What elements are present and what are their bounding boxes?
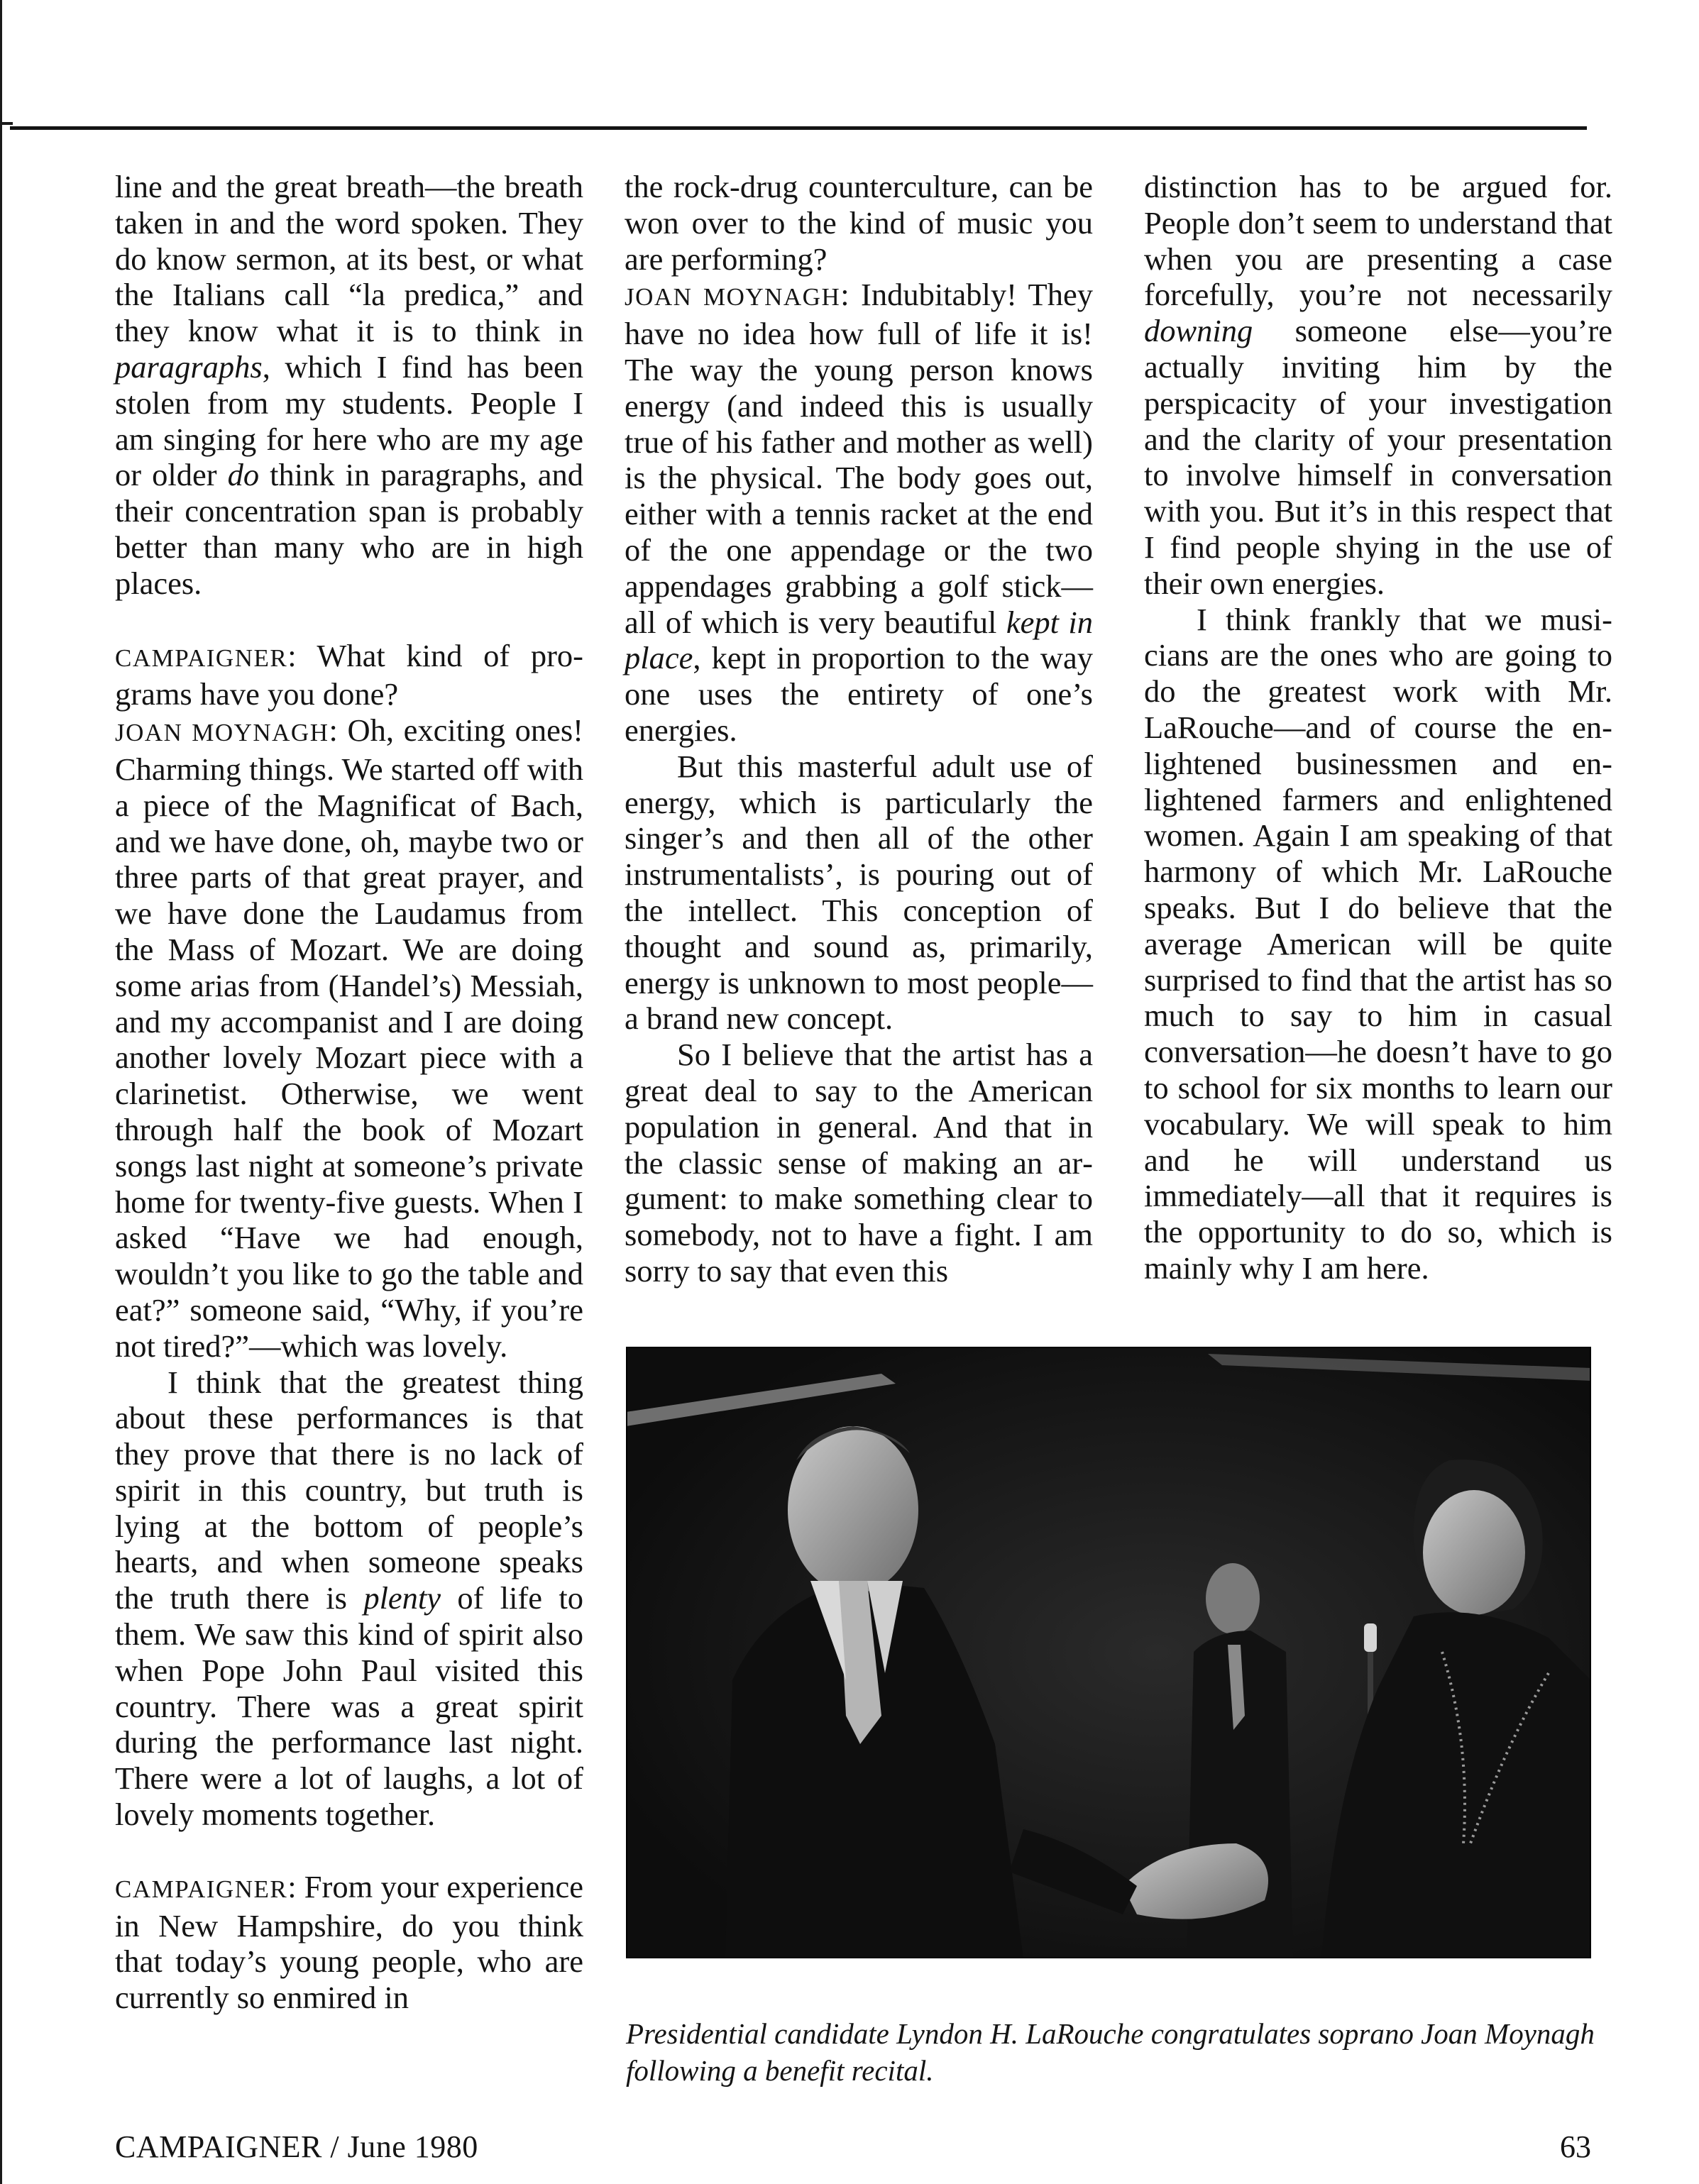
page-edge-line xyxy=(0,0,2,2184)
body-text: someone else—you’re actually inviting him by the perspicacity of your investigation and the clarity of your presentation to involve himself in conversation with you. But it’s in this respect that I find people shying in the use of their own energies. xyxy=(1144,313,1612,601)
body-text: But this masterful adult use of energy, which is particularly the singer’s and then all of the other instrumentalists’, is pouring out of the intellect. This conception of thought and sound as, primarily, energy is unknown to most people—a brand new concept. xyxy=(625,748,1093,1037)
speaker-label: JOAN MOYNAGH xyxy=(115,719,329,747)
body-text: I think that the greatest thing about these performances is that they prove that there is no lack of spirit in this country, but truth is lying at the bottom of people’s hearts, and when someone speaks the truth there is xyxy=(115,1364,583,1616)
paragraph xyxy=(1144,169,1612,602)
body-text: : Oh, exciting ones! Charming things. We started off with a piece of the Magnificat of Bach, and we have done, oh, maybe two or three parts of that great prayer, and we have done the Laudamus from the Mass of Mozart. We are doing some arias from (Handel’s) Messiah, and my accompanist and I are doing another lovely Mozart piece with a clarinetist. Otherwise, we went through half the book of Mozart songs last night at someone’s private home for twenty-five guests. When I asked “Have we had enough, wouldn’t you like to go the table and eat?” someone said, “Why, if you’re not tired?”—which was lovely. xyxy=(115,712,583,1364)
body-text: the rock-drug counterculture, can be won over to the kind of music you are performing? xyxy=(625,169,1093,277)
footer-publication: CAMPAIGNER / June 1980 xyxy=(115,2129,478,2164)
emphasis-text: kept in place xyxy=(625,604,1093,676)
emphasis-text: plenty xyxy=(363,1580,441,1616)
speaker-label: CAMPAIGNER xyxy=(115,644,288,672)
paragraph xyxy=(625,1037,1093,1289)
speaker-label: CAMPAIGNER xyxy=(115,1875,288,1903)
paragraph xyxy=(625,169,1093,277)
photo-caption: Presidential candidate Lyndon H. LaRouche congratulates soprano Joan Moynagh following a benefit recital. xyxy=(626,2017,1595,2087)
article-column-1 xyxy=(115,169,583,2016)
body-text: line and the great breath—the breath taken in and the word spoken. They do know sermon, at its best, or what the Italians call “la predica,” and they know what it is to think in xyxy=(115,169,583,349)
body-text: So I believe that the artist has a great deal to say to the American population in general. And that in the classic sense of making an argument: to make something clear to somebody, not to have a fight. I am sorry to say that even this xyxy=(625,1037,1093,1289)
speaker-label: JOAN MOYNAGH xyxy=(625,283,841,311)
body-text: , which I find has been stolen from my students. People I am singing for here who are my age or older xyxy=(115,348,583,493)
paragraph xyxy=(115,169,583,602)
body-text: , kept in proportion to the way one uses the entirety of one’s energies. xyxy=(625,640,1093,748)
page-number: 63 xyxy=(1560,2129,1591,2164)
paragraph xyxy=(625,749,1093,1037)
paragraph xyxy=(115,638,583,713)
paragraph xyxy=(115,712,583,1364)
body-text: distinction has to be argued for. People don’t seem to understand that when you are presenting a case forcefully, you’re not necessarily xyxy=(1144,169,1612,313)
page-edge-tick xyxy=(0,122,13,125)
paragraph xyxy=(625,277,1093,748)
article-column-3 xyxy=(1144,169,1612,1286)
paragraph xyxy=(115,1364,583,1833)
paragraph xyxy=(115,1869,583,2016)
body-text: of life to them. We saw this kind of spirit also when Pope John Paul visited this country. There was a great spirit during the performance last night. There were a lot of laughs, a lot of lovely moments together. xyxy=(115,1580,583,1833)
paragraph xyxy=(1144,602,1612,1286)
body-text: think in paragraphs, and their concentration span is probably better than many who are in high places. xyxy=(115,457,583,601)
body-text: : From your experience in New Hampshire, do you think that today’s young people, who are currently so enmired in xyxy=(115,1868,583,2016)
emphasis-text: downing xyxy=(1144,313,1253,349)
body-text: : What kind of programs have you done? xyxy=(115,637,583,712)
body-text: I think frankly that we musicians are the ones who are going to do the greatest work with Mr. LaRouche—and of course the enlightened businessmen and enlightened farmers and enlightened women. Again I am speaking of that harmony of which Mr. LaRouche speaks. But I do believe that the average American will be quite surprised to find that the artist has so much to say to him in casual conversation—he doesn’t have to go to school for six months to learn our vocabulary. We will speak to him and he will understand us immediately—all that it requires is the opportunity to do so, which is mainly why I am here. xyxy=(1144,601,1612,1286)
emphasis-text: paragraphs xyxy=(115,348,263,385)
emphasis-text: do xyxy=(227,457,260,493)
article-photo xyxy=(626,1347,1591,1958)
header-rule xyxy=(10,126,1587,130)
article-column-2 xyxy=(625,169,1093,1289)
photo-illustration xyxy=(626,1347,1591,1958)
body-text: : Indubitably! They have no idea how full of life it is! The way the young person knows energy (and indeed this is usually true of his father and mother as well) is the physical. The body goes out, either with a tennis racket at the end of the one appendage or the two appendages grabbing a golf stick—all of which is very beautiful xyxy=(625,277,1093,640)
